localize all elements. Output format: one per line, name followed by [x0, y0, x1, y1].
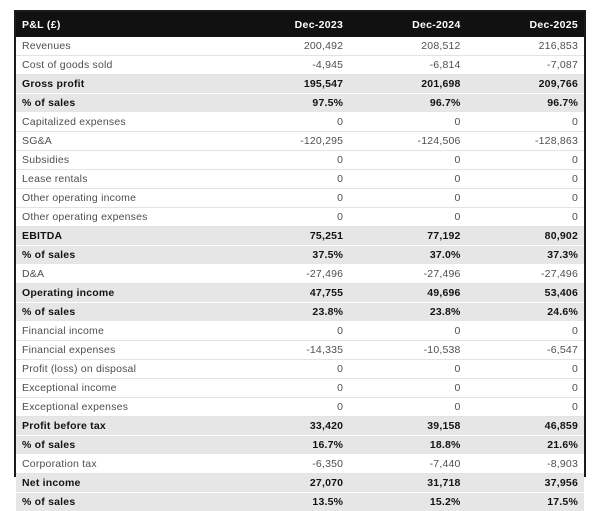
row-value: 200,492 — [232, 37, 349, 56]
row-label: % of sales — [16, 436, 232, 455]
row-value: 23.8% — [349, 303, 466, 322]
table-row — [16, 284, 584, 303]
row-value: 0 — [232, 170, 349, 189]
row-label: D&A — [16, 265, 232, 284]
table-row — [16, 75, 584, 94]
row-value: 0 — [467, 189, 584, 208]
table-row — [16, 151, 584, 170]
row-label: Financial income — [16, 322, 232, 341]
row-label: Gross profit — [16, 75, 232, 94]
row-value: 0 — [349, 151, 466, 170]
table-row — [16, 208, 584, 227]
table-row — [16, 360, 584, 379]
row-value: -7,440 — [349, 455, 466, 474]
table-row — [16, 322, 584, 341]
row-label: Corporation tax — [16, 455, 232, 474]
row-value: 47,755 — [232, 284, 349, 303]
row-label: % of sales — [16, 493, 232, 511]
table-row — [16, 189, 584, 208]
row-value: 23.8% — [232, 303, 349, 322]
row-value: 33,420 — [232, 417, 349, 436]
row-label: Capitalized expenses — [16, 113, 232, 132]
row-label: Profit before tax — [16, 417, 232, 436]
row-label: Financial expenses — [16, 341, 232, 360]
row-value: 31,718 — [349, 474, 466, 493]
row-label: Cost of goods sold — [16, 56, 232, 75]
table-row — [16, 341, 584, 360]
row-value: 0 — [467, 398, 584, 417]
table-row — [16, 132, 584, 151]
row-value: 0 — [349, 379, 466, 398]
row-value: -128,863 — [467, 132, 584, 151]
table-row — [16, 265, 584, 284]
row-value: 24.6% — [467, 303, 584, 322]
row-value: 75,251 — [232, 227, 349, 246]
table-row — [16, 455, 584, 474]
row-label: SG&A — [16, 132, 232, 151]
row-value: 0 — [232, 360, 349, 379]
row-value: 216,853 — [467, 37, 584, 56]
row-value: 37,956 — [467, 474, 584, 493]
row-label: Other operating income — [16, 189, 232, 208]
row-value: 0 — [349, 398, 466, 417]
row-value: 0 — [349, 113, 466, 132]
row-value: 0 — [232, 113, 349, 132]
table-row — [16, 37, 584, 56]
row-value: -8,903 — [467, 455, 584, 474]
row-value: -4,945 — [232, 56, 349, 75]
header-row — [16, 12, 584, 37]
table-row — [16, 379, 584, 398]
row-value: 37.3% — [467, 246, 584, 265]
row-label: Revenues — [16, 37, 232, 56]
row-value: 53,406 — [467, 284, 584, 303]
row-value: 0 — [349, 360, 466, 379]
row-label: Exceptional expenses — [16, 398, 232, 417]
row-value: 201,698 — [349, 75, 466, 94]
period-column-header: Dec-2023 — [232, 12, 349, 37]
row-value: 0 — [232, 322, 349, 341]
row-value: 96.7% — [349, 94, 466, 113]
table-row — [16, 56, 584, 75]
row-value: 0 — [349, 322, 466, 341]
row-value: 0 — [467, 113, 584, 132]
row-value: 0 — [467, 322, 584, 341]
table-row — [16, 113, 584, 132]
row-value: 16.7% — [232, 436, 349, 455]
table-row — [16, 170, 584, 189]
row-value: 0 — [467, 360, 584, 379]
row-value: 37.5% — [232, 246, 349, 265]
row-value: 17.5% — [467, 493, 584, 511]
row-value: 80,902 — [467, 227, 584, 246]
row-value: 21.6% — [467, 436, 584, 455]
row-value: -120,295 — [232, 132, 349, 151]
table-row — [16, 417, 584, 436]
row-value: 195,547 — [232, 75, 349, 94]
row-value: -27,496 — [349, 265, 466, 284]
table-row — [16, 493, 584, 511]
row-value: -14,335 — [232, 341, 349, 360]
row-label: EBITDA — [16, 227, 232, 246]
row-value: 208,512 — [349, 37, 466, 56]
row-value: 13.5% — [232, 493, 349, 511]
row-value: 0 — [232, 398, 349, 417]
row-value: 27,070 — [232, 474, 349, 493]
row-value: 49,696 — [349, 284, 466, 303]
row-label: Other operating expenses — [16, 208, 232, 227]
row-label: % of sales — [16, 94, 232, 113]
table-row — [16, 94, 584, 113]
row-label: % of sales — [16, 303, 232, 322]
row-value: 209,766 — [467, 75, 584, 94]
pnl-table-header — [16, 12, 584, 37]
row-value: 39,158 — [349, 417, 466, 436]
period-column-header: Dec-2025 — [467, 12, 584, 37]
row-value: 37.0% — [349, 246, 466, 265]
row-value: 0 — [467, 170, 584, 189]
row-value: 0 — [467, 379, 584, 398]
row-value: 97.5% — [232, 94, 349, 113]
table-row — [16, 227, 584, 246]
row-value: -10,538 — [349, 341, 466, 360]
pnl-table-container — [14, 10, 586, 477]
row-value: -6,350 — [232, 455, 349, 474]
table-row — [16, 474, 584, 493]
row-value: 0 — [349, 208, 466, 227]
row-value: -6,547 — [467, 341, 584, 360]
row-value: 46,859 — [467, 417, 584, 436]
row-value: 96.7% — [467, 94, 584, 113]
table-row — [16, 246, 584, 265]
row-value: 15.2% — [349, 493, 466, 511]
row-value: 77,192 — [349, 227, 466, 246]
row-label: Subsidies — [16, 151, 232, 170]
row-label: Lease rentals — [16, 170, 232, 189]
row-value: 0 — [232, 379, 349, 398]
row-value: 0 — [349, 189, 466, 208]
row-value: -27,496 — [232, 265, 349, 284]
table-row — [16, 303, 584, 322]
row-label: Net income — [16, 474, 232, 493]
row-value: -7,087 — [467, 56, 584, 75]
row-label: Exceptional income — [16, 379, 232, 398]
row-label: Operating income — [16, 284, 232, 303]
row-value: -6,814 — [349, 56, 466, 75]
table-row — [16, 436, 584, 455]
row-value: 0 — [232, 208, 349, 227]
row-value: 0 — [232, 189, 349, 208]
row-label: % of sales — [16, 246, 232, 265]
row-value: 0 — [232, 151, 349, 170]
row-value: -124,506 — [349, 132, 466, 151]
row-value: 0 — [467, 208, 584, 227]
pnl-table-body — [16, 37, 584, 511]
period-column-header: Dec-2024 — [349, 12, 466, 37]
row-value: 0 — [467, 151, 584, 170]
row-value: 0 — [349, 170, 466, 189]
row-label: Profit (loss) on disposal — [16, 360, 232, 379]
row-value: 18.8% — [349, 436, 466, 455]
table-title: P&L (£) — [16, 12, 232, 37]
row-value: -27,496 — [467, 265, 584, 284]
table-row — [16, 398, 584, 417]
pnl-table — [16, 12, 584, 511]
